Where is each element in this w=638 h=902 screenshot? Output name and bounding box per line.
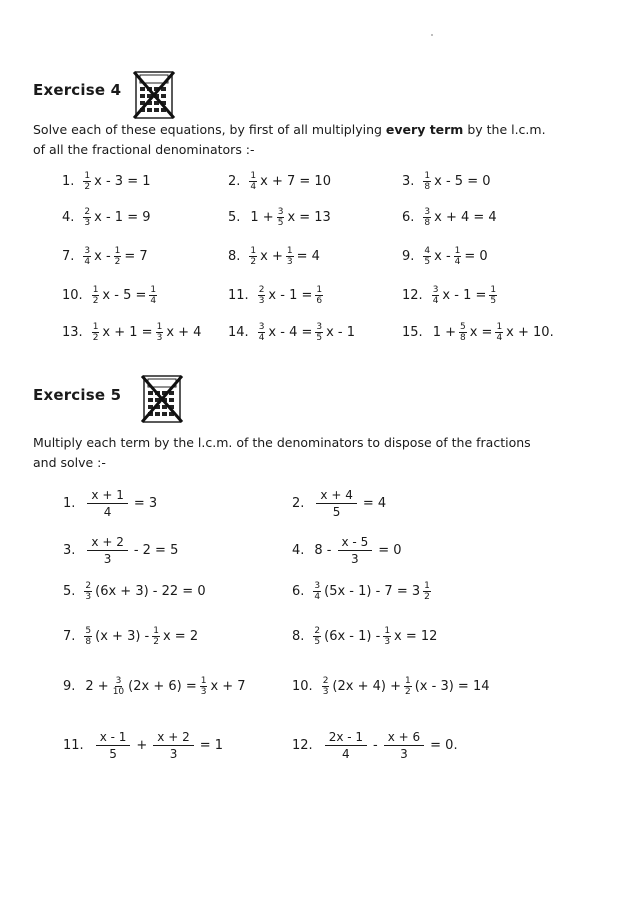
fraction-numerator: 4: [424, 246, 431, 256]
equation-number: 5.: [228, 210, 241, 225]
equation-term: 8 -: [314, 543, 332, 558]
fraction-numerator: 3: [277, 207, 284, 217]
equation-term: -: [373, 738, 378, 753]
fraction-numerator: x + 6: [384, 729, 424, 746]
fraction: [316, 487, 356, 520]
fraction-denominator: 3: [103, 552, 112, 566]
equation: [91, 285, 158, 306]
equation-item: [62, 171, 153, 192]
fraction: [404, 676, 412, 697]
equation-number: 6.: [292, 584, 305, 599]
equation-item: [292, 626, 439, 647]
equation-term: (6x + 3) - 22 = 0: [95, 584, 206, 599]
fraction-denominator: 10: [112, 687, 125, 697]
equation-term: x -: [434, 249, 451, 264]
equation-item: [292, 487, 388, 520]
fraction-denominator: 3: [322, 687, 329, 697]
scan-speck: [431, 34, 433, 36]
equation-item: [63, 487, 159, 520]
equation-number: 10.: [292, 679, 313, 694]
equation-term: = 1: [199, 738, 224, 753]
equation: [422, 171, 492, 192]
equation-number: 4.: [292, 543, 305, 558]
equation: [91, 322, 204, 343]
equation: [422, 207, 498, 228]
equation-term: x =: [469, 325, 493, 340]
equation-number: 3.: [63, 543, 76, 558]
equation-number: 6.: [402, 210, 415, 225]
equation-item: [402, 207, 499, 228]
fraction-numerator: 2: [258, 285, 265, 295]
equation-number: 5.: [63, 584, 76, 599]
equation-term: x - 1 =: [442, 288, 487, 303]
fraction-numerator: 1: [384, 626, 391, 636]
fraction: [84, 626, 92, 647]
fraction-denominator: 3: [84, 218, 91, 228]
fraction: [495, 322, 503, 343]
equation-number: 11.: [63, 738, 84, 753]
equation: [257, 322, 357, 343]
fraction-numerator: 3: [316, 322, 323, 332]
equation-item: [402, 246, 490, 267]
equation-term: x - 4 =: [268, 325, 313, 340]
equation-term: x + 7 = 10: [260, 174, 331, 189]
equation-term: +: [136, 738, 148, 753]
fraction: [92, 322, 100, 343]
fraction-numerator: 1: [156, 322, 163, 332]
equation-item: [292, 581, 432, 602]
fraction-numerator: 1: [250, 171, 257, 181]
fraction-denominator: 8: [424, 218, 431, 228]
equation-number: 12.: [292, 738, 313, 753]
fraction-denominator: 2: [114, 257, 121, 267]
fraction: [156, 322, 164, 343]
equation-number: 3.: [402, 174, 415, 189]
fraction: [83, 246, 91, 267]
equation-term: = 3: [133, 496, 158, 511]
fraction: [315, 322, 323, 343]
fraction-numerator: x - 1: [96, 729, 131, 746]
equation: [312, 581, 431, 602]
equation: [257, 285, 324, 306]
equation-number: 1.: [62, 174, 75, 189]
equation-number: 9.: [402, 249, 415, 264]
fraction-denominator: 2: [84, 182, 91, 192]
equation-number: 14.: [228, 325, 249, 340]
equation-number: 15.: [402, 325, 423, 340]
fraction: [338, 534, 373, 567]
equation-term: x = 12: [394, 629, 438, 644]
fraction: [249, 171, 257, 192]
fraction: [315, 285, 323, 306]
fraction: [92, 285, 100, 306]
crossed-out-calculator-icon: [140, 374, 184, 424]
equation: [321, 676, 492, 697]
equation-item: [62, 207, 153, 228]
equation: [83, 676, 247, 697]
fraction-numerator: 1: [424, 171, 431, 181]
fraction-denominator: 4: [496, 333, 503, 343]
equation-item: [62, 285, 158, 306]
equation-term: (2x + 6) =: [128, 679, 197, 694]
equation-number: 10.: [62, 288, 83, 303]
fraction-numerator: 2: [84, 207, 91, 217]
fraction: [112, 676, 125, 697]
fraction: [383, 626, 391, 647]
equation-term: x -: [94, 249, 111, 264]
equation-term: x - 3 = 1: [94, 174, 151, 189]
equation: [83, 626, 200, 647]
equation-term: x + 4 = 4: [434, 210, 497, 225]
fraction: [423, 207, 431, 228]
fraction: [87, 487, 127, 520]
equation: [82, 246, 149, 267]
fraction-numerator: 1: [92, 285, 99, 295]
fraction-numerator: 1: [424, 581, 430, 591]
fraction-denominator: 5: [424, 257, 431, 267]
equation: [83, 581, 207, 602]
exercise-4-instructions: Solve each of these equations, by first of all multiplying every term by the l.c.m. of all the fractional denominators :-: [33, 122, 546, 157]
equation-item: [62, 246, 150, 267]
fraction: [384, 729, 424, 762]
fraction-numerator: 1: [490, 285, 497, 295]
exercise-5-instructions: Multiply each term by the l.c.m. of the denominators to dispose of the fractions and solve :-: [33, 435, 531, 470]
fraction-numerator: 2x - 1: [325, 729, 367, 746]
equation-term: x - 5 =: [102, 288, 147, 303]
exercise-4-title: Exercise 4: [33, 81, 122, 99]
fraction-denominator: 4: [84, 257, 91, 267]
equation: [312, 626, 439, 647]
equation-number: 7.: [63, 629, 76, 644]
fraction-numerator: x + 2: [87, 534, 127, 551]
equation: [431, 322, 556, 343]
fraction-denominator: 4: [432, 296, 439, 306]
fraction: [325, 729, 367, 762]
fraction: [83, 207, 91, 228]
equation-number: 4.: [62, 210, 75, 225]
fraction-denominator: 3: [156, 333, 163, 343]
equation: [83, 487, 159, 520]
fraction-numerator: 1: [200, 676, 207, 686]
equation: [422, 246, 489, 267]
equation-item: [292, 534, 404, 567]
equation-item: [228, 285, 324, 306]
fraction-numerator: 3: [432, 285, 439, 295]
equation-number: 13.: [62, 325, 83, 340]
fraction-denominator: 5: [490, 296, 497, 306]
equation-term: x - 1 =: [268, 288, 313, 303]
fraction-denominator: 3: [169, 747, 178, 761]
fraction-denominator: 2: [424, 592, 430, 602]
fraction: [153, 729, 193, 762]
equation-term: - 2 = 5: [133, 543, 179, 558]
fraction-denominator: 6: [316, 296, 323, 306]
equation: [82, 207, 152, 228]
fraction: [313, 581, 321, 602]
fraction: [152, 626, 160, 647]
fraction-denominator: 3: [286, 257, 293, 267]
equation-item: [402, 322, 556, 343]
fraction-denominator: 3: [200, 687, 207, 697]
fraction-numerator: 1: [153, 626, 159, 636]
fraction-numerator: x - 5: [338, 534, 373, 551]
fraction: [423, 246, 431, 267]
equation-term: = 0: [378, 543, 402, 558]
equation-number: 8.: [228, 249, 241, 264]
fraction-denominator: 8: [424, 182, 431, 192]
equation-number: 2.: [292, 496, 305, 511]
fraction-numerator: 1: [496, 322, 503, 332]
fraction: [277, 207, 285, 228]
fraction-numerator: 5: [85, 626, 92, 636]
fraction-denominator: 3: [258, 296, 265, 306]
equation-term: x + 7: [210, 679, 246, 694]
equation-item: [402, 285, 498, 306]
equation-term: x = 2: [162, 629, 199, 644]
equation-item: [292, 729, 460, 762]
equation-number: 11.: [228, 288, 249, 303]
fraction: [423, 581, 431, 602]
fraction-numerator: 3: [258, 322, 265, 332]
fraction-numerator: 1: [286, 246, 293, 256]
fraction-numerator: x + 1: [87, 487, 127, 504]
fraction-numerator: 5: [459, 322, 466, 332]
fraction-denominator: 4: [342, 747, 350, 761]
fraction-denominator: 5: [316, 333, 323, 343]
fraction-numerator: 1: [150, 285, 157, 295]
fraction: [258, 322, 266, 343]
fraction-denominator: 5: [314, 637, 321, 647]
fraction: [489, 285, 497, 306]
fraction-denominator: 3: [384, 637, 391, 647]
equation-term: x + 10.: [506, 325, 554, 340]
equation-number: 1.: [63, 496, 76, 511]
fraction-numerator: 1: [404, 676, 411, 686]
fraction-denominator: 3: [400, 747, 408, 761]
equation-term: x - 1: [326, 325, 356, 340]
equation-number: 9.: [63, 679, 76, 694]
fraction-denominator: 5: [109, 747, 117, 761]
fraction-denominator: 4: [314, 592, 321, 602]
equation-term: = 0.: [430, 738, 458, 753]
fraction-numerator: x + 2: [153, 729, 193, 746]
fraction: [200, 676, 208, 697]
fraction: [286, 246, 294, 267]
fraction: [322, 676, 330, 697]
equation-number: 8.: [292, 629, 305, 644]
equation: [431, 285, 498, 306]
equation: [82, 171, 152, 192]
equation-item: [63, 534, 180, 567]
equation-item: [63, 626, 200, 647]
fraction-denominator: 2: [92, 296, 99, 306]
fraction: [423, 171, 431, 192]
fraction-denominator: 3: [85, 592, 92, 602]
fraction-numerator: 2: [322, 676, 329, 686]
fraction-denominator: 4: [454, 257, 461, 267]
fraction: [96, 729, 131, 762]
fraction: [149, 285, 157, 306]
crossed-out-calculator-icon: [132, 70, 176, 120]
equation-item: [402, 171, 493, 192]
fraction: [114, 246, 122, 267]
fraction-denominator: 8: [85, 637, 92, 647]
fraction-denominator: 2: [153, 637, 159, 647]
equation-term: (x + 3) -: [95, 629, 150, 644]
equation-term: (2x + 4) +: [332, 679, 401, 694]
equation-term: = 4: [362, 496, 387, 511]
equation: [312, 487, 388, 520]
equation: [248, 171, 333, 192]
equation-item: [292, 676, 491, 697]
fraction-denominator: 4: [150, 296, 157, 306]
fraction: [87, 534, 127, 567]
equation-term: x - 5 = 0: [434, 174, 491, 189]
equation-number: 2.: [228, 174, 241, 189]
fraction: [258, 285, 266, 306]
equation-term: = 0: [464, 249, 488, 264]
exercise-5-title: Exercise 5: [33, 386, 122, 404]
equation-item: [228, 207, 333, 228]
equation-term: 1 +: [432, 325, 456, 340]
equation-term: 2 +: [85, 679, 109, 694]
equation-term: = 4: [296, 249, 320, 264]
fraction-numerator: 3: [115, 676, 122, 686]
fraction-numerator: 1: [84, 171, 91, 181]
equation-item: [228, 322, 357, 343]
equation-term: (6x - 1) -: [324, 629, 381, 644]
fraction: [459, 322, 467, 343]
equation-item: [63, 676, 248, 697]
fraction-numerator: x + 4: [316, 487, 356, 504]
equation-term: x - 1 = 9: [94, 210, 151, 225]
equation-term: x + 4: [166, 325, 202, 340]
equation-term: (x - 3) = 14: [414, 679, 490, 694]
fraction-denominator: 5: [277, 218, 284, 228]
fraction-denominator: 5: [332, 505, 341, 519]
equation-item: [228, 246, 322, 267]
equation-term: x + 1 =: [102, 325, 153, 340]
fraction-numerator: 1: [250, 246, 257, 256]
equation: [248, 246, 321, 267]
fraction-denominator: 8: [459, 333, 466, 343]
equation-term: 1 +: [250, 210, 274, 225]
fraction-denominator: 2: [404, 687, 411, 697]
equation: [321, 729, 460, 762]
fraction-numerator: 1: [454, 246, 461, 256]
fraction-numerator: 1: [92, 322, 99, 332]
fraction-numerator: 3: [424, 207, 431, 217]
equation: [248, 207, 332, 228]
fraction: [249, 246, 257, 267]
fraction-numerator: 2: [314, 626, 321, 636]
equation-term: x = 13: [287, 210, 331, 225]
equation: [92, 729, 225, 762]
equation-number: 7.: [62, 249, 75, 264]
fraction-numerator: 1: [316, 285, 323, 295]
fraction-denominator: 4: [258, 333, 265, 343]
equation-term: x +: [260, 249, 283, 264]
fraction-numerator: 1: [114, 246, 121, 256]
fraction-numerator: 2: [85, 581, 92, 591]
fraction: [454, 246, 462, 267]
fraction-denominator: 2: [92, 333, 99, 343]
equation: [312, 534, 403, 567]
equation-item: [228, 171, 333, 192]
equation-item: [63, 581, 208, 602]
equation-item: [62, 322, 203, 343]
fraction: [432, 285, 440, 306]
fraction-denominator: 4: [250, 182, 257, 192]
fraction-denominator: 3: [351, 552, 359, 566]
fraction: [83, 171, 91, 192]
fraction-numerator: 3: [314, 581, 321, 591]
fraction-numerator: 3: [84, 246, 91, 256]
equation-number: 12.: [402, 288, 423, 303]
equation-item: [63, 729, 225, 762]
equation-term: (5x - 1) - 7 = 3: [324, 584, 421, 599]
fraction-denominator: 4: [103, 505, 112, 519]
equation: [83, 534, 180, 567]
fraction-denominator: 2: [250, 257, 257, 267]
fraction: [313, 626, 321, 647]
fraction: [84, 581, 92, 602]
equation-term: = 7: [124, 249, 148, 264]
